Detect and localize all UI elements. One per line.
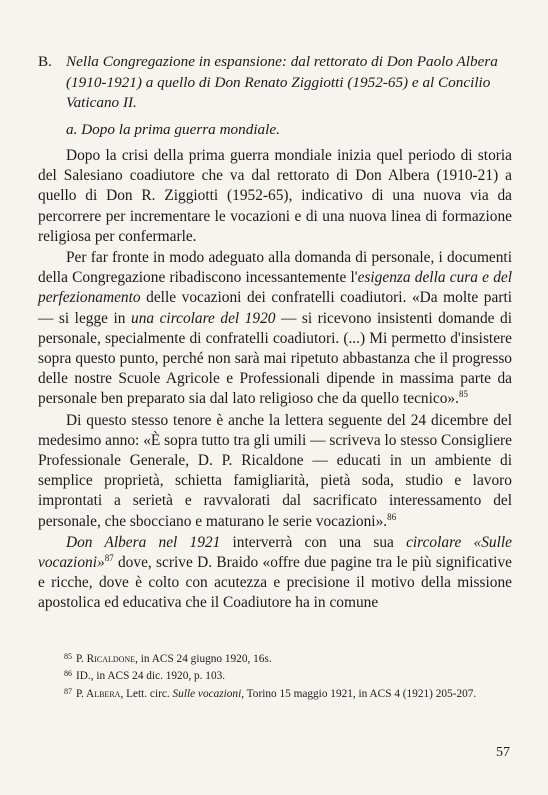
footnotes [64, 650, 516, 702]
footnote-text: ID., in ACS 24 dic. 1920, p. 103. [76, 670, 226, 683]
footnote-author: P. Albera [76, 687, 121, 700]
footnote-ref-87[interactable]: 87 [104, 553, 114, 564]
section-title: Nella Congregazione in espansione: dal rettorato di Don Paolo Albera (1910-1921) a quello di Don Renato Ziggiotti (1952-65) e al Concilio Vaticano II. [66, 53, 498, 111]
footnote-author: P. Ricaldone [76, 653, 136, 665]
text-run: Di questo stesso tenore è anche la lettera seguente del 24 dicembre del medesimo anno: «È sopra tutto tra gli umili — scriveva lo stesso Consigliere Professionale Generale, D. P. Ricaldone — educati in un ambiente di semplice proprietà, schietta famigliarità, pietà soda, studio e lavoro improntati a serietà e ravvalorati dal sacrificato interessamento del personale, che sbocciano e maturano le serie vocazioni». [38, 411, 512, 530]
text-run: dove, scrive D. Braido «offre due pagine tra le più significative e ricche, dove è colto con acutezza e precisione il motivo della missione apostolica ed educativa che il Coadiutore ha in comune [38, 554, 512, 612]
section-marker: B. [38, 53, 52, 70]
emphasis: esigenza della cura e del perfezionamento [38, 269, 512, 307]
paragraph-4 [38, 533, 512, 614]
footnote-number: 85 [64, 652, 72, 661]
footnote-title: Sulle vocazioni [172, 687, 242, 700]
footnote-86 [64, 667, 516, 683]
section-heading [38, 52, 518, 114]
footnote-87 [64, 685, 516, 701]
footnote-number: 86 [64, 669, 72, 679]
text-run: Per far fronte in modo adeguato alla domanda di personale, i documenti della Congregazione ribadiscono incessantemente l' [38, 249, 512, 287]
footnote-text: , Lett. circ. [120, 687, 173, 700]
paragraph-1: Dopo la crisi della prima guerra mondiale inizia quel periodo di storia del Salesiano coadiutore che va dal rettorato di Don Albera (1910-21) a quello di Don R. Ziggiotti (1952-65), indicativo di una nuova via da percorrere per incrementare le vocazioni e di una nuova linea di formazione religiosa per confermarle. [38, 147, 512, 245]
emphasis: circolare «Sulle vocazioni» [38, 533, 513, 572]
footnote-text: , Torino 15 maggio 1921, in ACS 4 (1921) 205-207. [241, 687, 477, 700]
footnote-ref-86[interactable]: 86 [387, 511, 397, 522]
paragraph-2 [38, 248, 512, 410]
paragraph-3 [38, 411, 512, 532]
footnote-number: 87 [64, 686, 72, 696]
footnote-ref-85[interactable]: 85 [458, 389, 468, 400]
footnote-85 [64, 650, 516, 666]
body-text [38, 146, 512, 614]
text-run: delle vocazioni dei confratelli coadiutori. «Da molte parti — si legge in [38, 289, 512, 327]
text-run: — si ricevono insistenti domande di personale, specialmente di confratelli coadiutori. (...) Mi permetto d'insistere sopra questo punto, perché non sarà mai ripetuto abbastanza che il progresso delle nostre Scuole Agricole e Professionali dipende in massima parte da personale ben preparato sia dal lato religioso che da quello tecnico». [38, 309, 512, 408]
text-run: interverrà con una sua [220, 533, 407, 551]
page-number: 57 [496, 745, 510, 760]
emphasis: Don Albera nel 1921 [66, 533, 221, 551]
subsection-heading: a. Dopo la prima guerra mondiale. [66, 121, 280, 138]
footnote-text: , in ACS 24 giugno 1920, 16s. [135, 653, 272, 665]
emphasis: una circolare del 1920 [131, 309, 276, 327]
